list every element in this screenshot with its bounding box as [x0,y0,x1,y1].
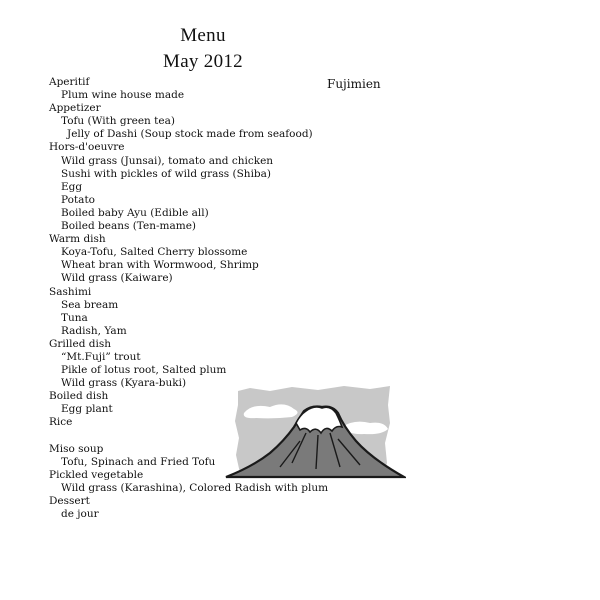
menu-item: Pikle of lotus root, Salted plum [61,364,227,377]
menu-item: Tofu (With green tea) [61,115,175,128]
menu-course-heading: Aperitif [49,76,90,88]
menu-course-heading: Pickled vegetable [49,468,144,481]
menu-item: de jour [61,508,99,521]
mount-fuji-illustration [222,383,406,483]
menu-item: Wild grass (Karashina), Colored Radish with plum [61,481,329,494]
menu-item: Koya-Tofu, Salted Cherry blossome [61,246,248,259]
menu-course-heading: Rice [49,416,73,429]
menu-item: Boiled beans (Ten-mame) [61,220,197,233]
menu-item: Potato [61,193,95,206]
menu-title: Menu [180,25,226,46]
menu-item: Boiled baby Ayu (Edible all) [61,206,209,219]
menu-course-heading: Hors-d'oeuvre [49,141,125,154]
menu-course-heading: Boiled dish [49,390,109,403]
menu-item: Wheat bran with Wormwood, Shrimp [61,259,259,272]
menu-item: Plum wine house made [61,89,185,102]
menu-item: Tofu, Spinach and Fried Tofu [61,455,216,468]
menu-course-heading: Grilled dish [49,337,111,350]
menu-course-heading: Miso soup [49,442,104,455]
menu-item: Sea bream [61,298,119,311]
menu-item: Jelly of Dashi (Soup stock made from seafood) [67,128,313,141]
menu-item: Wild grass (Junsai), tomato and chicken [61,154,274,167]
restaurant-name: Fujimien [327,77,381,91]
menu-course-heading: Appetizer [49,102,101,115]
menu-course-heading: Warm dish [49,233,106,246]
menu-item: Wild grass (Kaiware) [61,272,173,285]
menu-date: May 2012 [163,51,243,72]
menu-item: Radish, Yam [61,324,127,337]
menu-course-heading: Sashimi [49,285,92,298]
menu-item: Egg [61,180,83,193]
menu-course-heading: Dessert [49,495,90,507]
menu-item: Tuna [61,311,88,324]
menu-item: “Mt.Fuji” trout [61,350,141,363]
menu-item: Sushi with pickles of wild grass (Shiba) [61,167,271,180]
menu-item: Wild grass (Kyara-buki) [61,377,187,390]
menu-item: Egg plant [61,403,113,416]
